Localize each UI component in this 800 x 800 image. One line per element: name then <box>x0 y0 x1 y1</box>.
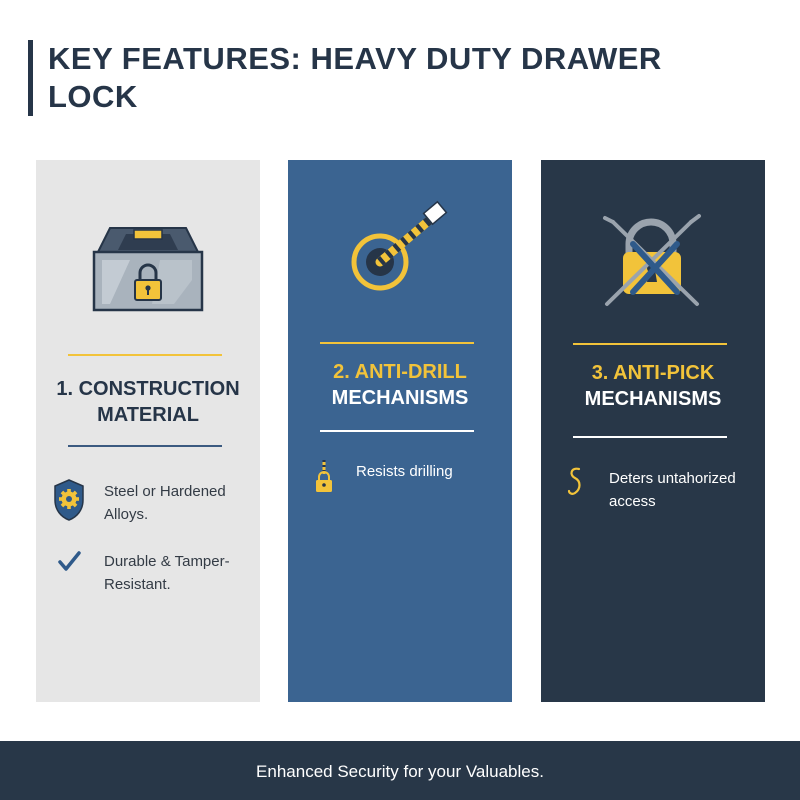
feature-text: Deters untahorized access <box>609 470 736 510</box>
feature-text: Resists drilling <box>356 463 453 480</box>
locked-drawer-box-icon <box>88 220 208 320</box>
feature-item <box>304 458 504 510</box>
drill-bit-target-icon <box>346 200 456 300</box>
title-accent-bar <box>28 40 33 116</box>
crossed-picks-padlock-icon <box>599 208 709 308</box>
card-heading <box>545 360 761 412</box>
feature-text: Steel or Hardened Alloys. <box>104 483 226 523</box>
lock-pick-hook-icon <box>557 465 591 501</box>
checkmark-icon <box>52 548 86 578</box>
heading-top-rule <box>320 342 474 344</box>
card-heading-line-2: MATERIAL <box>97 404 199 426</box>
footer-text: Enhanced Security for your Valuables. <box>256 762 544 781</box>
heading-top-rule <box>573 343 727 345</box>
shield-gear-icon <box>52 478 86 522</box>
card-heading <box>40 376 256 428</box>
drill-padlock-icon <box>304 458 338 494</box>
card-heading-line-1: 1. CONSTRUCTION <box>56 378 240 400</box>
card-heading-line-1: 2. ANTI-DRILL <box>333 361 467 383</box>
feature-card-anti-drill <box>288 160 512 702</box>
heading-bottom-rule <box>68 445 222 447</box>
card-heading-line-1: 3. ANTI-PICK <box>591 362 715 384</box>
feature-card-construction-material <box>36 160 260 702</box>
card-heading-line-2: MECHANISMS <box>584 388 722 410</box>
footer-banner <box>0 741 800 800</box>
card-heading <box>292 359 508 411</box>
page-title: KEY FEATURES: HEAVY DUTY DRAWER LOCK <box>48 41 662 114</box>
feature-item <box>52 478 252 530</box>
heading-bottom-rule <box>320 430 474 432</box>
feature-item <box>52 548 252 600</box>
card-heading-line-2: MECHANISMS <box>331 387 469 409</box>
title-block <box>28 40 728 116</box>
feature-item <box>557 465 757 517</box>
feature-card-anti-pick <box>541 160 765 702</box>
feature-text: Durable & Tamper-Resistant. <box>104 553 230 593</box>
heading-bottom-rule <box>573 436 727 438</box>
heading-top-rule <box>68 354 222 356</box>
